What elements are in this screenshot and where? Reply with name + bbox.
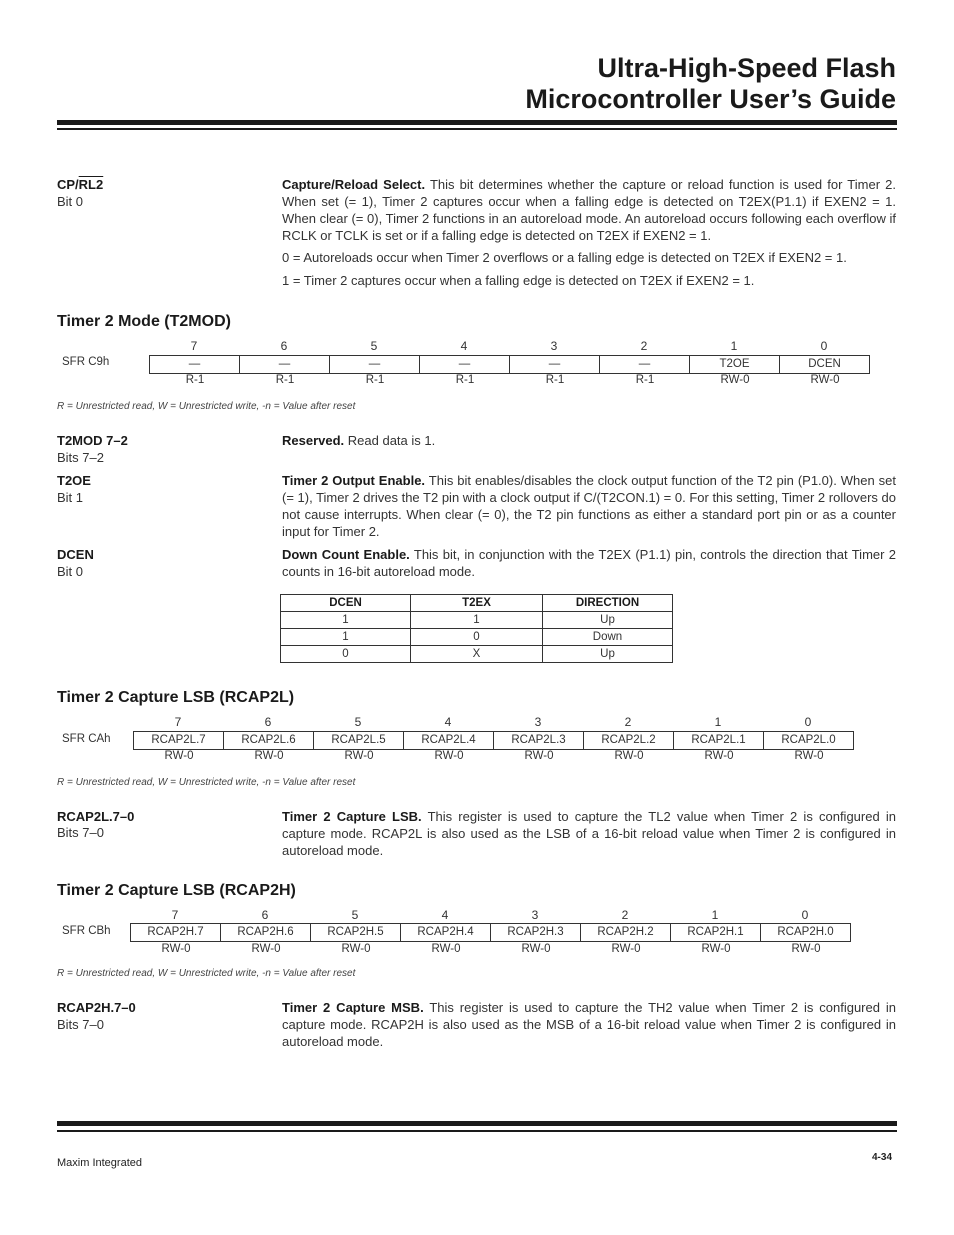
reset-value: R-1 <box>275 374 295 386</box>
field-desc-cprl2: Capture/Reload Select. This bit determines whether the capture or reload function is used for Timer 2. When set (= 1), Timer 2 captures occur when a falling edge is detected on T2EX(P1.1) if EXEN2 = 1. When clear (= 0), Timer 2 functions in an autoreload mode. An autoreload occurs following each overflow if RCLK or TCLK is set or if a falling edge is detected on T2EX if EXEN2 = 1. <box>282 177 896 243</box>
register-bit-cell: RCAP2H.1 <box>671 924 761 941</box>
table-header-cell: DIRECTION <box>543 595 673 612</box>
register-bit-cell: — <box>240 356 330 373</box>
field-desc-rcap2l: Timer 2 Capture LSB. This register is used to capture the TL2 value when Timer 2 is configured in capture mode. RCAP2L is also used as the LSB of a 16-bit reload value when Timer 2 is configured in autoreload mode. <box>282 809 896 858</box>
bit-number: 7 <box>174 715 182 729</box>
table-row <box>281 646 673 663</box>
register-bit-cell: RCAP2H.4 <box>401 924 491 941</box>
bit-number: 6 <box>280 339 288 353</box>
field-desc-t2mod72: Reserved. Read data is 1. <box>282 433 436 448</box>
t2mod-register <box>149 355 870 374</box>
rcap2l-register <box>133 731 854 750</box>
footer-company: Maxim Integrated <box>57 1157 142 1169</box>
bit-number: 4 <box>444 715 452 729</box>
reset-value: R-1 <box>545 374 565 386</box>
reset-value: RW-0 <box>701 943 731 955</box>
page-title <box>525 53 896 115</box>
reset-value: RW-0 <box>524 750 554 762</box>
table-header-cell: DCEN <box>281 595 411 612</box>
rcap2h-legend-note: R = Unrestricted read, W = Unrestricted write, -n = Value after reset <box>57 968 356 979</box>
table-cell: X <box>411 646 543 663</box>
reset-value: RW-0 <box>794 750 824 762</box>
section-heading-rcap2l: Timer 2 Capture LSB (RCAP2L) <box>57 689 295 706</box>
register-bit-cell: RCAP2H.3 <box>491 924 581 941</box>
register-bit-cell: DCEN <box>808 358 841 370</box>
bit-number: 3 <box>531 908 539 922</box>
t2mod-sfr-address: SFR C9h <box>62 356 110 368</box>
reset-value: RW-0 <box>341 943 371 955</box>
t2mod-reset-values <box>150 374 870 386</box>
reset-value: R-1 <box>635 374 655 386</box>
rcap2h-reset-values <box>131 943 851 955</box>
bit-number: 0 <box>820 339 828 353</box>
section-heading-rcap2h: Timer 2 Capture LSB (RCAP2H) <box>57 882 296 899</box>
field-name-rcap2l: RCAP2L.7–0 <box>57 809 135 824</box>
rcap2l-sfr-address: SFR CAh <box>62 733 111 745</box>
bit-number: 5 <box>354 715 362 729</box>
table-header-cell: T2EX <box>411 595 543 612</box>
register-bit-cell: RCAP2L.5 <box>314 732 404 749</box>
bit-number: 1 <box>714 715 722 729</box>
register-bit-cell: RCAP2L.4 <box>404 732 494 749</box>
cprl2-value-1: 1 = Timer 2 captures occur when a falling edge is detected on T2EX if EXEN2 = 1. <box>282 273 755 288</box>
field-name-rcap2h: RCAP2H.7–0 <box>57 1000 136 1015</box>
register-bit-cell: — <box>600 356 690 373</box>
field-name-dcen: DCEN <box>57 547 94 562</box>
reset-value: R-1 <box>365 374 385 386</box>
table-header-row <box>281 595 673 612</box>
reset-value: RW-0 <box>704 750 734 762</box>
reset-value: RW-0 <box>251 943 281 955</box>
header-rule-thin <box>57 128 897 130</box>
rcap2l-legend-note: R = Unrestricted read, W = Unrestricted write, -n = Value after reset <box>57 777 356 788</box>
reset-value: RW-0 <box>254 750 284 762</box>
table-cell: Up <box>543 612 673 629</box>
bit-number: 5 <box>351 908 359 922</box>
cprl2-value-0: 0 = Autoreloads occur when Timer 2 overflows or a falling edge is detected on T2EX if EXEN2 = 1. <box>282 250 847 265</box>
bit-number: 2 <box>621 908 629 922</box>
bit-number: 3 <box>550 339 558 353</box>
register-bit-cell: RCAP2L.6 <box>224 732 314 749</box>
bit-number: 2 <box>624 715 632 729</box>
register-bit-cell: RCAP2L.1 <box>674 732 764 749</box>
reset-value: R-1 <box>455 374 475 386</box>
page-number: 4-34 <box>871 1152 892 1163</box>
table-cell: 1 <box>281 629 411 646</box>
bit-number: 7 <box>171 908 179 922</box>
register-bit-cell: RCAP2L.3 <box>494 732 584 749</box>
bit-number: 5 <box>370 339 378 353</box>
field-desc-t2oe: Timer 2 Output Enable. This bit enables/disables the clock output function of the T2 pin (P1.0). When set (= 1), Timer 2 drives the T2 pin with a clock output if C/(T2CON.1) = 0. For this setting, Timer 2 rollovers do not cause interrupts. When clear (= 0), the T2 pin functions as either a standard port pin or as a counter input for Timer 2. <box>282 473 897 539</box>
bit-number: 6 <box>261 908 269 922</box>
reset-value: R-1 <box>185 374 205 386</box>
bit-number: 0 <box>801 908 809 922</box>
register-bit-cell: T2OE <box>690 356 780 373</box>
bit-number: 7 <box>190 339 198 353</box>
table-cell: Down <box>543 629 673 646</box>
rcap2l-reset-values <box>134 750 854 762</box>
bit-number: 6 <box>264 715 272 729</box>
field-sub-cprl2: Bit 0 <box>57 194 84 209</box>
table-row <box>281 629 673 646</box>
field-sub-t2oe: Bit 1 <box>57 490 84 505</box>
register-bit-cell: RCAP2H.5 <box>311 924 401 941</box>
title-line-2: Microcontroller User’s Guide <box>525 84 896 114</box>
register-bit-cell: — <box>330 356 420 373</box>
register-bit-cell: RCAP2L.0 <box>781 734 836 746</box>
field-sub-dcen: Bit 0 <box>57 564 84 579</box>
register-bit-cell: — <box>150 356 240 373</box>
field-desc-rcap2h: Timer 2 Capture MSB. This register is used to capture the TH2 value when Timer 2 is configured in capture mode. RCAP2H is also used as the MSB of a 16-bit reload value when Timer 2 is configured in autoreload mode. <box>282 1000 896 1049</box>
bit-number: 2 <box>640 339 648 353</box>
section-heading-t2mod: Timer 2 Mode (T2MOD) <box>57 313 231 330</box>
reset-value: RW-0 <box>791 943 821 955</box>
rcap2h-register <box>130 923 851 942</box>
reset-value: RW-0 <box>611 943 641 955</box>
rcap2h-sfr-address: SFR CBh <box>62 925 111 937</box>
register-bit-cell: — <box>420 356 510 373</box>
bit-number: 4 <box>460 339 468 353</box>
field-sub-t2mod72: Bits 7–2 <box>57 450 104 465</box>
register-bit-cell: RCAP2L.2 <box>584 732 674 749</box>
footer-rule-thick <box>57 1121 897 1126</box>
table-cell: 1 <box>411 612 543 629</box>
reset-value: RW-0 <box>344 750 374 762</box>
reset-value: RW-0 <box>434 750 464 762</box>
bit-number: 1 <box>730 339 738 353</box>
table-row <box>281 612 673 629</box>
field-name-cprl2: CP/RL2 <box>57 177 104 192</box>
register-bit-cell: RCAP2H.6 <box>221 924 311 941</box>
register-bit-cell: RCAP2H.7 <box>131 924 221 941</box>
field-desc-dcen: Down Count Enable. This bit, in conjunction with the T2EX (P1.1) pin, controls the direction that Timer 2 counts in 16-bit autoreload mode. <box>282 547 897 579</box>
reset-value: RW-0 <box>614 750 644 762</box>
t2mod-legend-note: R = Unrestricted read, W = Unrestricted write, -n = Value after reset <box>57 401 356 412</box>
table-cell: 1 <box>281 612 411 629</box>
reset-value: RW-0 <box>521 943 551 955</box>
bit-number: 1 <box>711 908 719 922</box>
bit-number: 0 <box>804 715 812 729</box>
field-sub-rcap2h: Bits 7–0 <box>57 1017 104 1032</box>
field-sub-rcap2l: Bits 7–0 <box>57 825 104 840</box>
reset-value: RW-0 <box>161 943 191 955</box>
bit-number: 3 <box>534 715 542 729</box>
header-rule-thick <box>57 120 897 125</box>
register-bit-cell: RCAP2L.7 <box>134 732 224 749</box>
footer-rule-thin <box>57 1130 897 1132</box>
title-line-1: Ultra-High-Speed Flash <box>597 53 896 83</box>
table-cell: 0 <box>411 629 543 646</box>
register-bit-cell: — <box>510 356 600 373</box>
register-bit-cell: RCAP2H.2 <box>581 924 671 941</box>
reset-value: RW-0 <box>810 374 840 386</box>
field-name-t2mod72: T2MOD 7–2 <box>57 433 128 448</box>
bit-number: 4 <box>441 908 449 922</box>
register-bit-cell: RCAP2H.0 <box>777 926 834 938</box>
reset-value: RW-0 <box>431 943 461 955</box>
field-name-t2oe: T2OE <box>57 473 91 488</box>
reset-value: RW-0 <box>164 750 194 762</box>
table-cell: Up <box>543 646 673 663</box>
dcen-direction-table <box>280 594 673 663</box>
table-cell: 0 <box>281 646 411 663</box>
reset-value: RW-0 <box>720 374 750 386</box>
